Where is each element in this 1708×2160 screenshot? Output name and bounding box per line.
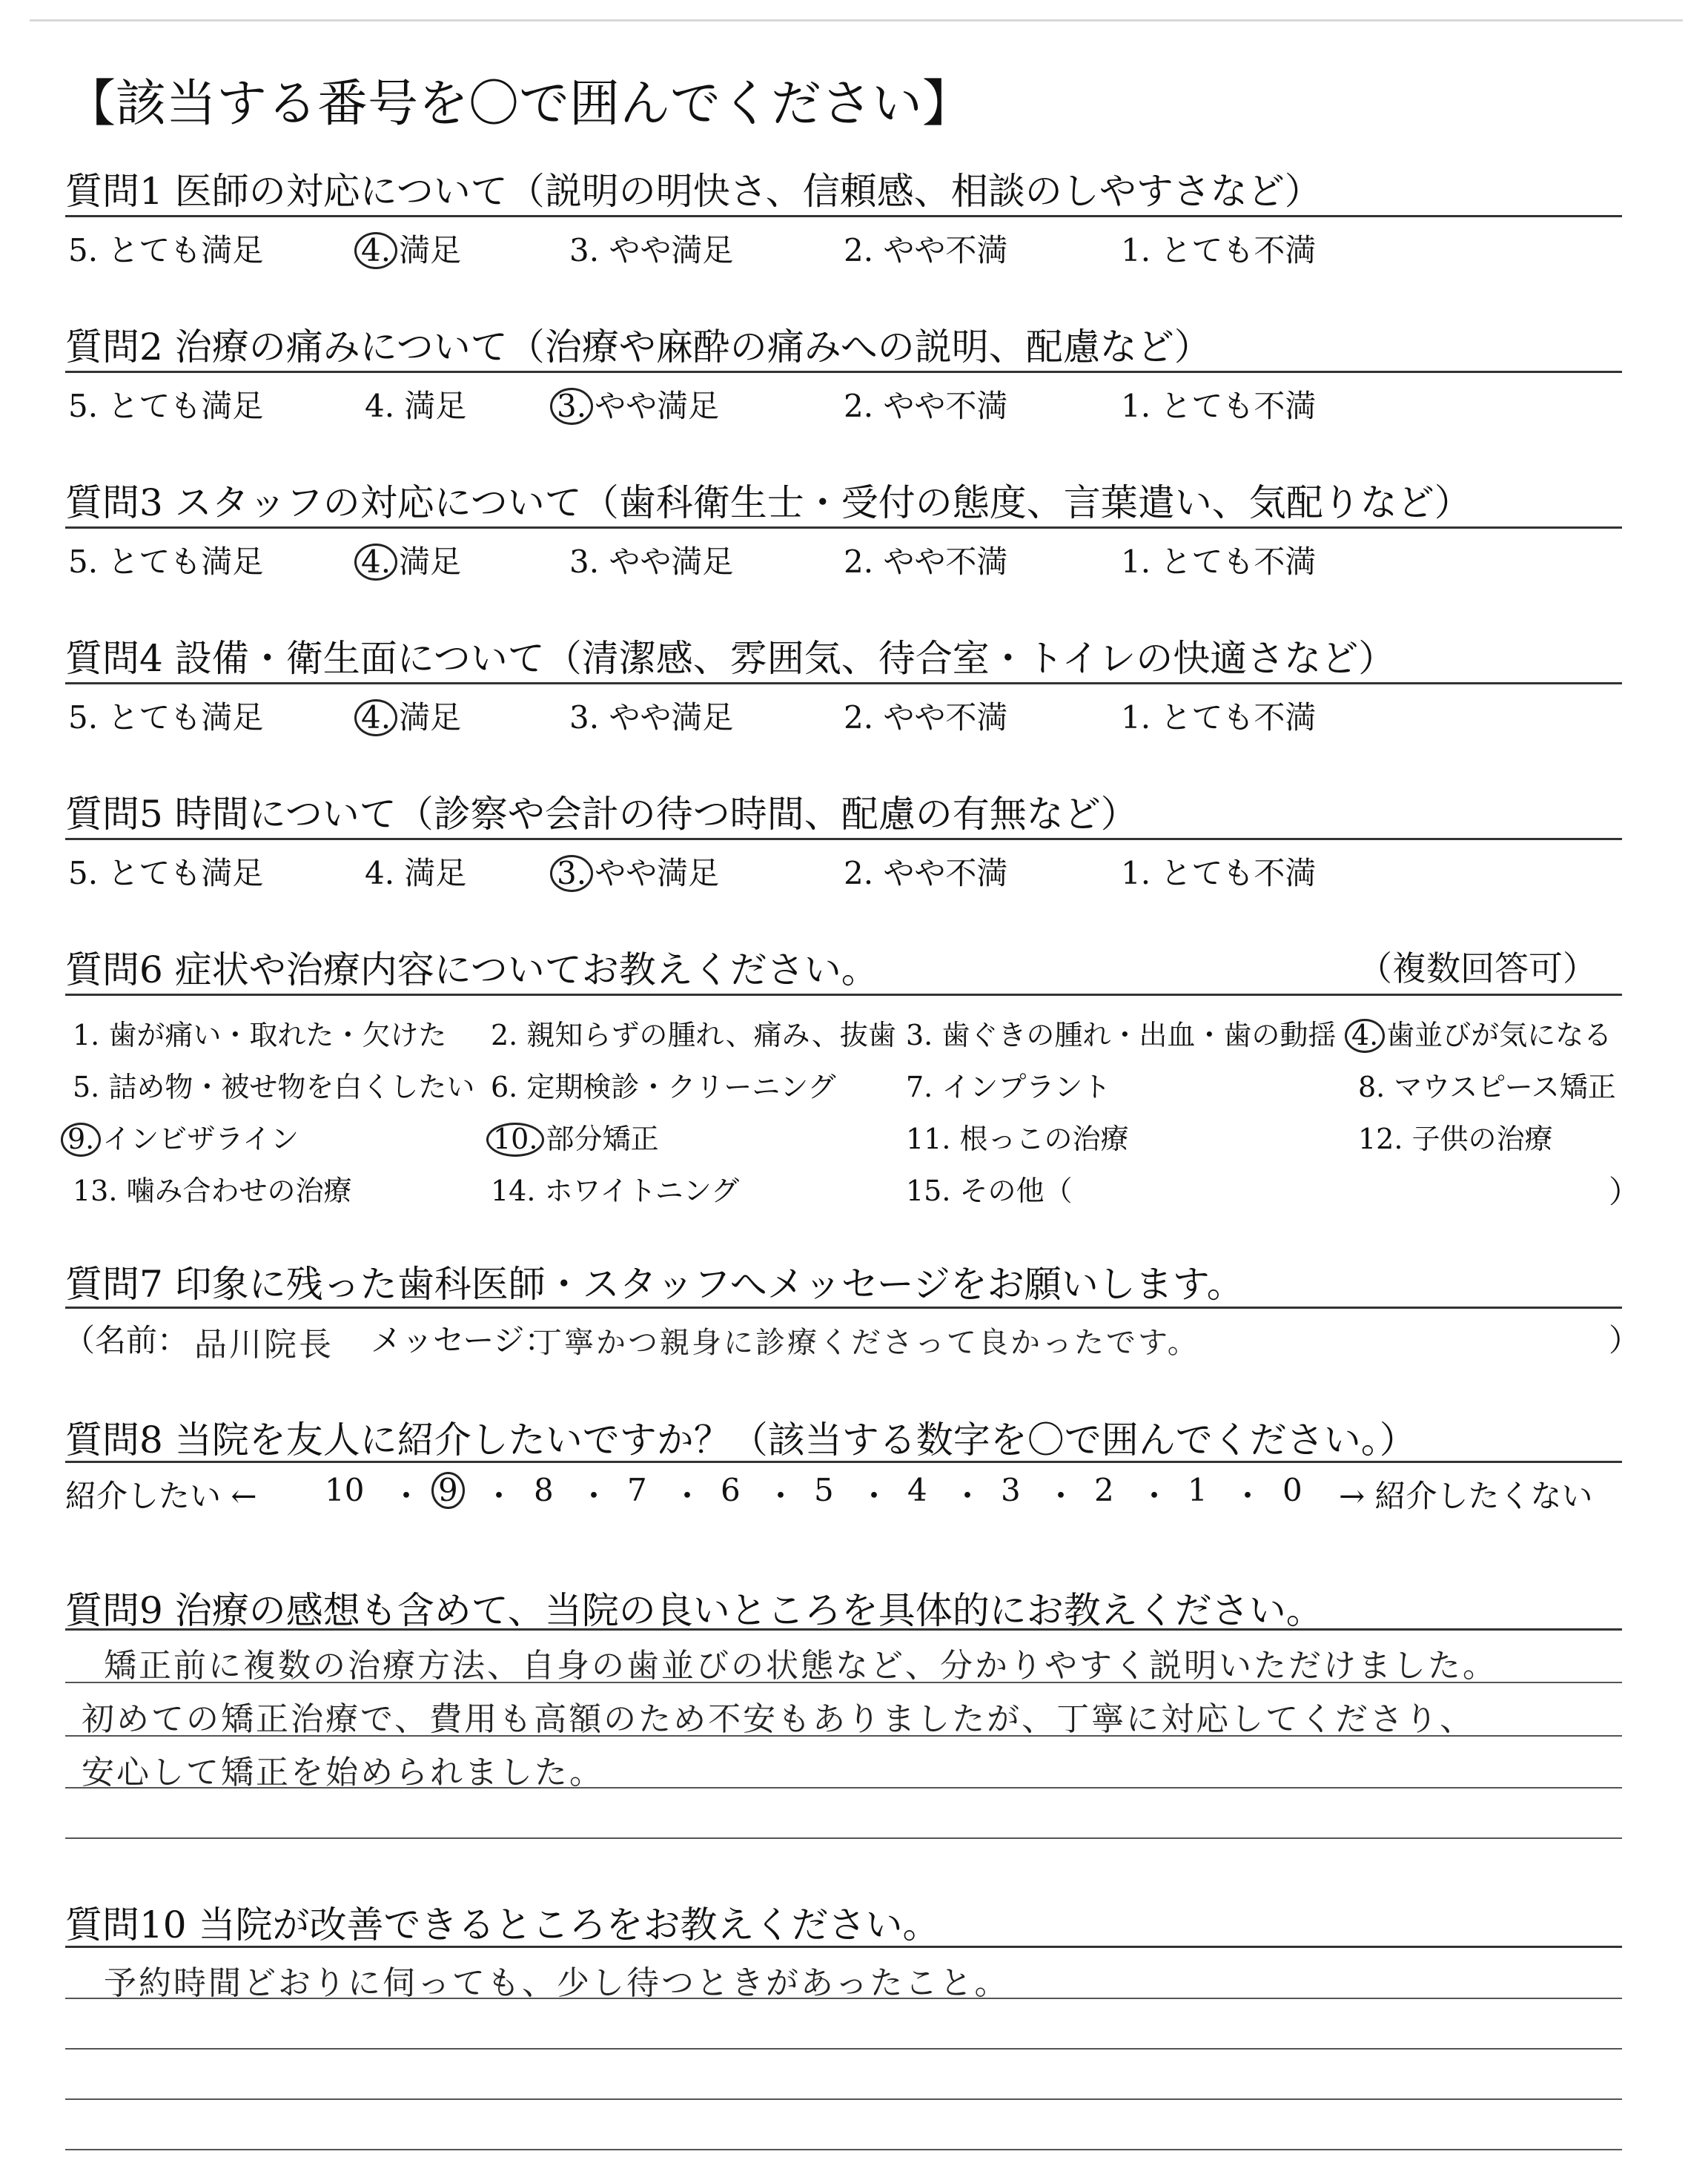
q6-item-14-num: 14. — [491, 1175, 536, 1207]
q7-name-value[interactable]: 品川院長 — [194, 1326, 334, 1364]
q6-item-10[interactable] — [486, 1116, 658, 1157]
q1-selected-mark: 4. — [354, 232, 397, 269]
q6-item-5-num: 5. — [73, 1071, 100, 1103]
q6-item-14-label: ホワイトニング — [544, 1175, 740, 1207]
q3-option-3[interactable]: 3. やや満足 — [569, 544, 734, 580]
q5-option-3[interactable] — [550, 849, 719, 894]
q9-writing-line — [65, 1735, 1622, 1737]
q6-item-10-selected-mark: 10. — [486, 1123, 544, 1157]
q6-item-15-label: その他（ — [959, 1175, 1073, 1207]
q8-scale-7[interactable]: 7 — [627, 1472, 647, 1508]
q4-option-5[interactable]: 5. とても満足 — [68, 699, 264, 736]
q1-option-5[interactable]: 5. とても満足 — [68, 232, 264, 268]
q6-rule — [65, 994, 1622, 996]
q5-option-5[interactable]: 5. とても満足 — [68, 855, 264, 891]
q9-title: 質問9 治療の感想も含めて、当院の良いところを具体的にお教えください。 — [65, 1589, 1323, 1632]
q10-writing-line — [65, 2149, 1622, 2150]
q3-option-2[interactable]: 2. やや不満 — [844, 544, 1008, 580]
q2-option-3[interactable] — [550, 382, 719, 426]
q8-scale-4[interactable]: 4 — [907, 1472, 927, 1508]
page-title: 【該当する番号を〇で囲んでください】 — [65, 75, 973, 133]
q8-dot: ・ — [1045, 1478, 1077, 1514]
q3-rule — [65, 526, 1622, 529]
q8-dot: ・ — [1232, 1478, 1264, 1514]
q4-option-1[interactable]: 1. とても不満 — [1121, 699, 1317, 736]
q4-option-3[interactable]: 3. やや満足 — [569, 699, 734, 736]
q2-option-1[interactable]: 1. とても不満 — [1121, 388, 1317, 424]
q2-selected-mark: 3. — [550, 388, 593, 425]
q9-answer-line-1[interactable]: 矯正前に複数の治療方法、自身の歯並びの状態など、分かりやすく説明いただけました。 — [104, 1647, 1497, 1685]
q8-scale-5[interactable]: 5 — [814, 1472, 834, 1508]
q6-item-6[interactable] — [491, 1064, 836, 1105]
q6-item-9-selected-mark: 9. — [61, 1123, 101, 1157]
q6-item-13-label: 噛み合わせの治療 — [126, 1175, 352, 1207]
q6-item-12[interactable] — [1358, 1116, 1553, 1157]
q6-item-13[interactable] — [73, 1168, 352, 1209]
q4-option-2[interactable]: 2. やや不満 — [844, 699, 1008, 736]
q6-item-4[interactable] — [1345, 1012, 1612, 1053]
q3-option-4-label: 満足 — [399, 544, 462, 580]
q6-item-7-label: インプラント — [941, 1071, 1111, 1103]
q2-title: 質問2 治療の痛みについて（治療や麻酔の痛みへの説明、配慮など） — [65, 326, 1211, 369]
q10-rule — [65, 1946, 1622, 1948]
q6-item-9[interactable] — [61, 1116, 299, 1157]
q3-option-1[interactable]: 1. とても不満 — [1121, 544, 1317, 580]
q6-item-1[interactable] — [73, 1012, 446, 1053]
q6-item-7[interactable] — [906, 1064, 1110, 1105]
q6-item-2-num: 2. — [491, 1019, 518, 1051]
top-border — [30, 19, 1683, 22]
q1-title: 質問1 医師の対応について（説明の明快さ、信頼感、相談のしやすさなど） — [65, 170, 1322, 213]
q4-option-4[interactable] — [354, 693, 461, 738]
q4-title: 質問4 設備・衛生面について（清潔感、雰囲気、待合室・トイレの快適さなど） — [65, 637, 1396, 680]
q5-title: 質問5 時間について（診察や会計の待つ時間、配慮の有無など） — [65, 793, 1138, 836]
q3-title: 質問3 スタッフの対応について（歯科衛生士・受付の態度、言葉遣い、気配りなど） — [65, 481, 1472, 524]
q8-scale-1[interactable]: 1 — [1188, 1472, 1208, 1508]
q5-option-3-label: やや満足 — [595, 855, 720, 891]
q10-title: 質問10 当院が改善できるところをお教えください。 — [65, 1903, 940, 1946]
q6-item-15-num: 15. — [906, 1175, 951, 1207]
q8-dot: ・ — [858, 1478, 890, 1514]
q6-item-3[interactable] — [906, 1012, 1336, 1053]
q8-scale-9[interactable] — [431, 1472, 466, 1509]
q6-item-12-label: 子供の治療 — [1411, 1123, 1553, 1155]
q5-option-2[interactable]: 2. やや不満 — [844, 855, 1008, 891]
q8-rule — [65, 1461, 1622, 1463]
q9-writing-line — [65, 1837, 1622, 1839]
q10-writing-line — [65, 2098, 1622, 2100]
q6-item-11-num: 11. — [906, 1123, 951, 1155]
q9-writing-line — [65, 1787, 1622, 1789]
q6-multiple-note: （複数回答可） — [1358, 948, 1597, 988]
q8-right-label: → 紹介したくない — [1339, 1478, 1593, 1514]
q7-close: ） — [1609, 1322, 1641, 1358]
q6-item-8-num: 8. — [1358, 1071, 1386, 1103]
q10-writing-line — [65, 2048, 1622, 2050]
q6-item-12-num: 12. — [1358, 1123, 1403, 1155]
q1-option-3[interactable]: 3. やや満足 — [569, 232, 734, 268]
q5-option-4[interactable]: 4. 満足 — [365, 855, 467, 891]
q2-option-4[interactable]: 4. 満足 — [365, 388, 467, 424]
q6-item-7-num: 7. — [906, 1071, 933, 1103]
q9-answer-line-2[interactable]: 初めての矯正治療で、費用も高額のため不安もありましたが、丁寧に対応してくださり、 — [82, 1700, 1475, 1738]
q3-option-5[interactable]: 5. とても満足 — [68, 544, 264, 580]
q8-dot: ・ — [952, 1478, 984, 1514]
q5-selected-mark: 3. — [550, 855, 593, 892]
q2-option-2[interactable]: 2. やや不満 — [844, 388, 1008, 424]
q8-scale-3[interactable]: 3 — [1001, 1472, 1021, 1508]
q6-other-close: ） — [1609, 1174, 1641, 1210]
q7-message-label: メッセージ： — [371, 1322, 556, 1358]
q6-item-1-num: 1. — [73, 1019, 100, 1051]
q1-rule — [65, 215, 1622, 217]
q6-item-3-num: 3. — [906, 1019, 933, 1051]
q8-dot: ・ — [765, 1478, 797, 1514]
q8-dot: ・ — [483, 1478, 515, 1514]
q1-option-2[interactable]: 2. やや不満 — [844, 232, 1008, 268]
q6-item-9-label: インビザライン — [102, 1123, 299, 1155]
q7-message-value[interactable]: 丁寧かつ親身に診療くださって良かったです。 — [532, 1326, 1199, 1360]
q6-item-6-num: 6. — [491, 1071, 518, 1103]
q6-item-4-label: 歯並びが気になる — [1386, 1019, 1612, 1051]
q8-left-label: 紹介したい ← — [65, 1478, 257, 1514]
q6-item-10-label: 部分矯正 — [546, 1123, 659, 1155]
q4-selected-mark: 4. — [354, 699, 397, 736]
q1-option-1[interactable]: 1. とても不満 — [1121, 232, 1317, 268]
q7-name-label: （名前： — [64, 1322, 189, 1358]
q8-dot: ・ — [672, 1478, 704, 1514]
q8-dot: ・ — [1139, 1478, 1171, 1514]
q6-item-5-label: 詰め物・被せ物を白くしたい — [108, 1071, 475, 1103]
q8-scale-0[interactable]: 0 — [1282, 1472, 1302, 1508]
q3-option-4[interactable] — [354, 538, 461, 582]
q8-scale-10[interactable]: 10 — [325, 1472, 365, 1508]
q6-item-11[interactable] — [906, 1116, 1129, 1157]
q9-writing-line — [65, 1682, 1622, 1683]
q8-scale-6[interactable]: 6 — [721, 1472, 741, 1508]
q9-rule — [65, 1628, 1622, 1631]
q8-scale-2[interactable]: 2 — [1094, 1472, 1114, 1508]
q2-option-5[interactable]: 5. とても満足 — [68, 388, 264, 424]
q4-rule — [65, 682, 1622, 684]
q6-item-1-label: 歯が痛い・取れた・欠けた — [108, 1019, 447, 1051]
q7-title: 質問7 印象に残った歯科医師・スタッフへメッセージをお願いします。 — [65, 1263, 1244, 1306]
q8-title: 質問8 当院を友人に紹介したいですか？（該当する数字を〇で囲んでください。） — [65, 1418, 1417, 1462]
q8-scale-8[interactable]: 8 — [534, 1472, 554, 1508]
q6-item-8-label: マウスピース矯正 — [1394, 1071, 1616, 1103]
q6-title: 質問6 症状や治療内容についてお教えください。 — [65, 948, 878, 991]
q2-rule — [65, 371, 1622, 373]
q8-selected-mark: 9 — [431, 1472, 465, 1509]
q6-item-14[interactable] — [491, 1168, 739, 1209]
q5-rule — [65, 838, 1622, 840]
q6-item-4-selected-mark: 4. — [1345, 1019, 1385, 1053]
q7-rule — [65, 1307, 1622, 1309]
q6-item-2-label: 親知らずの腫れ、痛み、抜歯 — [526, 1019, 896, 1051]
q4-option-4-label: 満足 — [399, 699, 462, 736]
q6-item-11-label: 根っこの治療 — [959, 1123, 1129, 1155]
q6-item-6-label: 定期検診・クリーニング — [526, 1071, 836, 1103]
q1-option-4-label: 満足 — [399, 232, 462, 268]
q9-answer-line-3[interactable]: 安心して矯正を始められました。 — [82, 1754, 604, 1791]
q6-item-2[interactable] — [491, 1012, 896, 1053]
q10-writing-line — [65, 1998, 1622, 1999]
q2-option-3-label: やや満足 — [595, 388, 720, 424]
q6-item-15[interactable] — [906, 1168, 1073, 1209]
q10-answer-line-1[interactable]: 予約時間どおりに伺っても、少し待つときがあったこと。 — [104, 1964, 1010, 2002]
q8-dot: ・ — [391, 1478, 423, 1514]
q6-item-5[interactable] — [73, 1064, 474, 1105]
q6-item-13-num: 13. — [73, 1175, 118, 1207]
q6-item-3-label: 歯ぐきの腫れ・出血・歯の動揺 — [941, 1019, 1337, 1051]
q3-selected-mark: 4. — [354, 544, 397, 581]
q8-dot: ・ — [578, 1478, 610, 1514]
q5-option-1[interactable]: 1. とても不満 — [1121, 855, 1317, 891]
q6-item-8[interactable] — [1358, 1064, 1616, 1105]
q1-option-4[interactable] — [354, 226, 461, 271]
